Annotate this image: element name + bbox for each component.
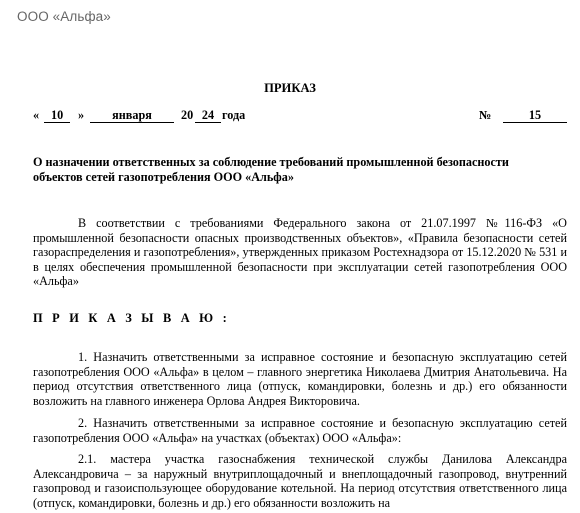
date-year-word: года (222, 108, 246, 122)
order-word: П Р И К А З Ы В А Ю : (33, 311, 230, 325)
organization-name: ООО «Альфа» (17, 9, 111, 24)
order-item-1: 1. Назначить ответственными за исправное состояние и безопасную эксплуатацию сетей газопотребления ООО «Альфа» в целом – главного энергетика Николаева Дмитрия Анатольевича. На период отсутствия ответственного лица (отпуск, командировки, болезнь и др.) его обязанности возложить на главного инженера Орлова Андрея Викторовича. (33, 350, 567, 408)
date-month: января (90, 108, 174, 123)
order-number: 15 (503, 108, 567, 123)
date-number-line (33, 108, 567, 124)
date-year-prefix: 20 (181, 108, 194, 122)
order-item-2: 2. Назначить ответственными за исправное состояние и безопасную эксплуатацию сетей газопотребления ООО «Альфа» на участках (объектах) ООО «Альфа»: (33, 416, 567, 445)
date-open-quote: « (33, 108, 40, 122)
number-label: № (479, 108, 492, 122)
order-subject: О назначении ответственных за соблюдение требований промышленной безопасности объектов сетей газопотребления ООО «Альфа» (33, 155, 509, 184)
preamble-paragraph: В соответствии с требованиями Федерального закона от 21.07.1997 №116-ФЗ «О промышленной безопасности опасных производственных объектов», «Правила безопасности сетей газораспределения и газопотребления», утвержденных приказом Ростехнадзора от 15.12.2020 № 531 и в целях обеспечения промышленной безопасности при эксплуатации сетей газопотребления ООО «Альфа» (33, 216, 567, 289)
order-item-2-1: 2.1. мастера участка газоснабжения технической службы Данилова Александра Александровича – за наружный внутриплощадочный и внеплощадочный газопровод, внутренний газопровод и газоиспользующее оборудование котельной. На период отсутствия ответственного лица (отпуск, командировки, болезнь и др.) его обязанности возложить на (33, 452, 567, 510)
document-title: ПРИКАЗ (264, 81, 316, 95)
date-year-suffix: 24 (195, 108, 221, 123)
date-close-quote: » (78, 108, 85, 122)
date-day: 10 (44, 108, 70, 123)
